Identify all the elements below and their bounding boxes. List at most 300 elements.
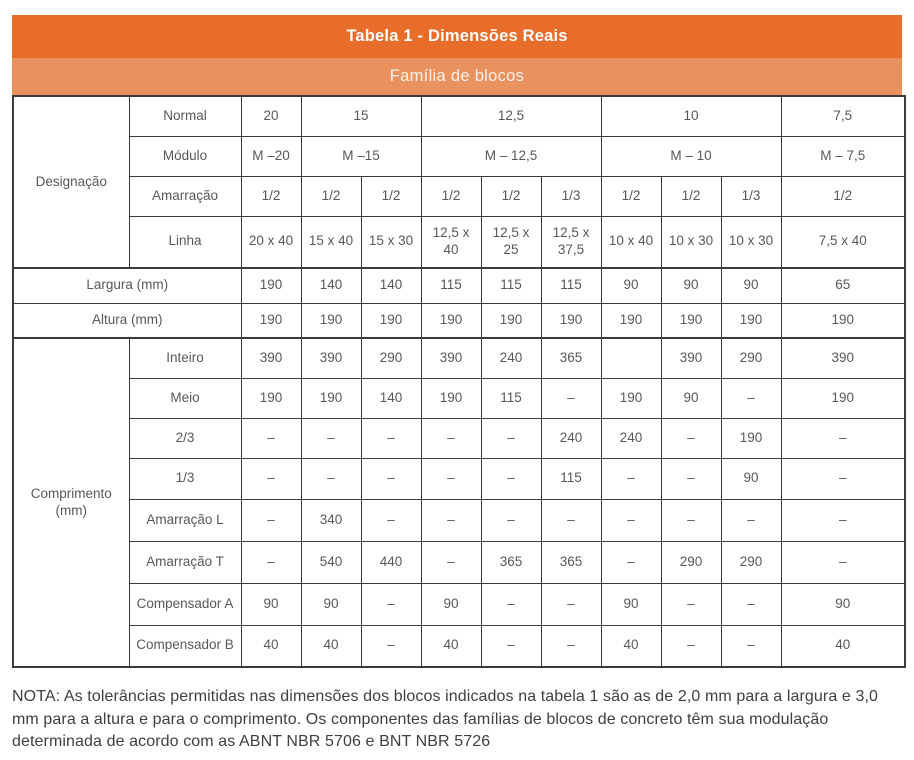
table-cell-text: 390 — [679, 349, 703, 365]
note-text: NOTA: As tolerâncias permitidas nas dimensões dos blocos indicados na tabela 1 são as de 2,0 mm para a largura e 3,0 mm para a altura e para o comprimento. Os componentes das famílias de blocos de concreto têm sua modulação determinada de acordo com as ABNT NBR 5706 e BNT NBR 5726 — [12, 688, 878, 751]
row-label — [13, 268, 241, 303]
table-cell-text: 190 — [259, 277, 283, 293]
table-cell-text: 240 — [619, 429, 643, 445]
table-cell-text: 290 — [739, 349, 763, 365]
table-cell-text: 10 x 30 — [668, 233, 714, 249]
row-label — [129, 418, 241, 458]
table-cell — [241, 418, 301, 458]
table-cell — [481, 303, 541, 338]
table-cell — [721, 541, 781, 583]
table-cell — [421, 268, 481, 303]
table-cell-text: 90 — [263, 595, 279, 611]
table-cell-text: – — [507, 429, 515, 445]
table-cell-text: 440 — [379, 553, 403, 569]
table-cell — [421, 625, 481, 667]
table-cell — [421, 176, 481, 216]
table-cell-text: – — [387, 470, 395, 486]
table-cell-text: 115 — [560, 470, 582, 486]
table-cell-text: 12,5 x 37,5 — [552, 224, 590, 257]
table-cell — [361, 176, 421, 216]
table-cell-text: 15 x 30 — [368, 233, 414, 249]
table-cell-text: M –15 — [342, 147, 380, 163]
row-label-text: Altura (mm) — [92, 311, 163, 327]
table-cell — [481, 176, 541, 216]
table-cell-text: 1/2 — [833, 187, 853, 203]
table-cell-text: 65 — [835, 277, 851, 293]
table-cell-text: 7,5 — [833, 107, 853, 123]
table-cell — [541, 338, 601, 378]
table-cell — [241, 458, 301, 499]
table-cell-text: 90 — [683, 277, 699, 293]
table-cell — [241, 541, 301, 583]
table-cell-text: – — [747, 637, 755, 653]
table-cell-text: – — [567, 595, 575, 611]
table-cell-text: 190 — [379, 311, 403, 327]
table-cell — [361, 458, 421, 499]
table-cell-text: 90 — [743, 470, 759, 486]
table-cell-text: – — [507, 595, 515, 611]
table-row — [13, 499, 905, 541]
table-cell — [301, 418, 361, 458]
table-cell — [421, 583, 481, 625]
table-cell — [781, 625, 905, 667]
table-row — [13, 96, 905, 136]
table-cell-text: 190 — [831, 311, 855, 327]
table-cell — [481, 499, 541, 541]
table-cell-text: 290 — [739, 553, 763, 569]
table-cell-text: – — [387, 511, 395, 527]
table-cell — [541, 216, 601, 268]
table-cell-text: 140 — [319, 277, 343, 293]
table-cell — [301, 303, 361, 338]
row-label — [129, 176, 241, 216]
table-cell — [781, 583, 905, 625]
table-cell — [601, 303, 661, 338]
table-cell — [481, 338, 541, 378]
table-cell-text: – — [687, 637, 695, 653]
table-cell — [301, 378, 361, 418]
table-cell-text: 140 — [379, 277, 403, 293]
table-cell-text: – — [747, 389, 755, 405]
table-cell-text: 20 — [263, 107, 279, 123]
table-cell-text: 90 — [835, 595, 851, 611]
table-cell-text: 365 — [559, 553, 583, 569]
table-cell — [361, 418, 421, 458]
table-cell — [661, 268, 721, 303]
table-cell — [781, 96, 905, 136]
table-cell — [421, 541, 481, 583]
table-cell — [361, 583, 421, 625]
table-cell-text: – — [838, 553, 847, 569]
table-cell — [541, 176, 601, 216]
table-title-bar — [12, 15, 902, 58]
table-cell-text: 15 x 40 — [308, 233, 354, 249]
row-label-text: Linha — [168, 233, 202, 249]
table-cell-text: 115 — [560, 277, 582, 293]
table-cell — [661, 418, 721, 458]
group-label-text: Designação — [35, 173, 107, 189]
row-label — [129, 499, 241, 541]
table-cell — [601, 216, 661, 268]
table-cell-text: 12,5 — [497, 107, 525, 123]
table-cell-text: – — [838, 429, 847, 445]
table-cell — [601, 338, 661, 378]
table-cell — [541, 541, 601, 583]
table-cell-text: – — [387, 595, 395, 611]
table-cell-text: 12,5 x 40 — [432, 224, 470, 257]
table-cell — [601, 583, 661, 625]
table-cell — [481, 268, 541, 303]
table-cell — [301, 176, 361, 216]
table-title: Tabela 1 - Dimensões Reais — [346, 27, 568, 45]
group-label — [13, 338, 129, 667]
table-cell — [661, 583, 721, 625]
table-cell-text: – — [687, 511, 695, 527]
row-label-text: Módulo — [162, 147, 208, 163]
table-cell-text: 190 — [499, 311, 523, 327]
table-cell — [481, 216, 541, 268]
table-cell-text: 40 — [835, 637, 851, 653]
table-cell-text: 1/2 — [621, 187, 641, 203]
table-cell — [421, 136, 601, 176]
table-cell — [721, 458, 781, 499]
table-cell-text: 240 — [499, 349, 523, 365]
table-cell — [541, 268, 601, 303]
table-cell-text: 190 — [559, 311, 583, 327]
table-cell — [241, 216, 301, 268]
table-cell — [781, 378, 905, 418]
table-cell — [241, 625, 301, 667]
table-cell-text: – — [627, 553, 635, 569]
table-cell — [721, 625, 781, 667]
table-cell-text: – — [447, 429, 455, 445]
table-cell-text: 10 x 40 — [608, 233, 654, 249]
row-label-text: Inteiro — [166, 349, 204, 365]
table-cell-text: 190 — [259, 389, 283, 405]
table-cell-text: 10 — [683, 107, 699, 123]
table-subtitle: Família de blocos — [389, 67, 525, 85]
table-cell-text: 540 — [319, 553, 343, 569]
table-cell — [241, 338, 301, 378]
table-cell — [361, 268, 421, 303]
row-label — [129, 378, 241, 418]
table-cell — [361, 378, 421, 418]
table-cell-text: 90 — [623, 277, 639, 293]
table-cell — [481, 378, 541, 418]
table-cell-text: M – 10 — [670, 147, 712, 163]
table-cell-text: 290 — [679, 553, 703, 569]
table-row — [13, 176, 905, 216]
table-cell — [421, 303, 481, 338]
table-cell — [781, 176, 905, 216]
table-cell — [781, 458, 905, 499]
table-cell — [301, 96, 421, 136]
table-cell — [301, 268, 361, 303]
table-cell — [781, 136, 905, 176]
table-cell — [541, 625, 601, 667]
table-row — [13, 458, 905, 499]
table-cell-text: – — [267, 511, 275, 527]
table-cell — [361, 338, 421, 378]
table-cell-text: – — [567, 511, 575, 527]
table-cell-text: 1/2 — [261, 187, 281, 203]
table-cell — [661, 378, 721, 418]
table-cell-text: – — [687, 429, 695, 445]
table-cell-text: – — [267, 470, 275, 486]
table-cell — [301, 541, 361, 583]
table-cell — [301, 625, 361, 667]
table-cell — [721, 338, 781, 378]
table-cell-text: 390 — [259, 349, 283, 365]
table-cell — [481, 541, 541, 583]
table-cell — [601, 458, 661, 499]
row-label — [129, 96, 241, 136]
row-label — [129, 216, 241, 268]
table-cell-text: – — [747, 595, 755, 611]
table-subtitle-bar — [12, 58, 902, 95]
table-cell-text: 1/2 — [321, 187, 341, 203]
table-cell-text: M – 12,5 — [484, 147, 538, 163]
table-cell — [421, 338, 481, 378]
table-cell — [481, 418, 541, 458]
table-cell-text: 340 — [319, 511, 343, 527]
table-cell — [601, 499, 661, 541]
table-cell-text: – — [747, 511, 755, 527]
table-cell — [781, 499, 905, 541]
table-cell-text: 15 — [353, 107, 369, 123]
table-cell — [541, 378, 601, 418]
table-cell-text: – — [447, 470, 455, 486]
table-cell — [241, 378, 301, 418]
table-cell-text: 40 — [323, 637, 339, 653]
table-row — [13, 268, 905, 303]
table-row — [13, 625, 905, 667]
row-label — [13, 303, 241, 338]
table-cell — [361, 541, 421, 583]
table-cell-text: 365 — [559, 349, 583, 365]
table-cell-text: M –20 — [252, 147, 290, 163]
table-row — [13, 378, 905, 418]
row-label-text: 1/3 — [175, 470, 195, 486]
table-cell-text: – — [327, 429, 335, 445]
table-cell-text: – — [387, 637, 395, 653]
table-cell — [541, 458, 601, 499]
table-cell — [721, 418, 781, 458]
table-cell — [301, 338, 361, 378]
table-cell-text: M – 7,5 — [820, 147, 866, 163]
table-cell-text: 190 — [259, 311, 283, 327]
row-label-text: Compensador A — [136, 595, 234, 611]
table-cell — [421, 96, 601, 136]
table-cell-text: – — [387, 429, 395, 445]
row-label-text: Compensador B — [136, 637, 234, 653]
table-cell-text: 140 — [379, 389, 403, 405]
table-cell-text: 190 — [739, 311, 763, 327]
table-cell — [241, 136, 301, 176]
table-cell-text: – — [267, 429, 275, 445]
table-cell — [241, 499, 301, 541]
table-cell-text: – — [267, 553, 275, 569]
table-cell — [421, 418, 481, 458]
table-cell-text: 390 — [831, 349, 855, 365]
table-cell-text: 1/3 — [561, 187, 581, 203]
table-cell — [601, 176, 661, 216]
table-cell-text: – — [567, 637, 575, 653]
table-cell-text: 90 — [683, 389, 699, 405]
table-cell-text: 20 x 40 — [248, 233, 294, 249]
table-cell — [601, 96, 781, 136]
table-cell — [361, 216, 421, 268]
row-label-text: 2/3 — [175, 429, 195, 445]
table-cell — [541, 418, 601, 458]
table-row — [13, 338, 905, 378]
table-cell-text: 190 — [679, 311, 703, 327]
table-cell-text: 115 — [440, 277, 462, 293]
table-cell — [481, 583, 541, 625]
table-cell-text: 1/2 — [681, 187, 701, 203]
table-cell-text: 190 — [739, 429, 763, 445]
table-cell — [301, 458, 361, 499]
table-cell — [421, 458, 481, 499]
table-cell-text: – — [447, 511, 455, 527]
table-row — [13, 303, 905, 338]
table-cell — [601, 625, 661, 667]
row-label-text: Largura (mm) — [86, 277, 169, 293]
table-cell — [661, 625, 721, 667]
table-cell — [781, 338, 905, 378]
table-cell-text: 240 — [559, 429, 583, 445]
table-cell — [481, 458, 541, 499]
table-cell — [661, 499, 721, 541]
row-label — [129, 458, 241, 499]
table-cell — [781, 303, 905, 338]
dimensions-table — [12, 95, 906, 668]
table-cell-text: – — [567, 389, 575, 405]
table-cell — [361, 303, 421, 338]
table-cell — [301, 499, 361, 541]
row-label-text: Normal — [163, 107, 207, 123]
table-cell — [781, 541, 905, 583]
table-cell — [361, 499, 421, 541]
table-cell — [301, 583, 361, 625]
table-cell — [721, 176, 781, 216]
table-cell-text: 365 — [499, 553, 523, 569]
table-cell — [421, 378, 481, 418]
table-cell — [721, 216, 781, 268]
table-cell — [721, 378, 781, 418]
table-cell-text: 90 — [443, 595, 459, 611]
table-cell — [541, 303, 601, 338]
table-cell — [661, 541, 721, 583]
table-cell-text: – — [507, 511, 515, 527]
table-cell-text: 90 — [323, 595, 339, 611]
table-row — [13, 541, 905, 583]
table-cell — [241, 176, 301, 216]
table-cell-text: 10 x 30 — [728, 233, 774, 249]
table-cell-text: 40 — [263, 637, 279, 653]
table-cell-text: – — [687, 595, 695, 611]
table-cell-text: 390 — [439, 349, 463, 365]
table-cell — [421, 499, 481, 541]
row-label-text: Amarração T — [146, 553, 224, 569]
table-cell-text: – — [838, 511, 847, 527]
table-cell — [721, 499, 781, 541]
table-cell — [241, 583, 301, 625]
table-cell-text: – — [447, 553, 455, 569]
table-cell-text: 90 — [623, 595, 639, 611]
table-row — [13, 216, 905, 268]
table-cell-text: 40 — [443, 637, 459, 653]
table-cell — [661, 216, 721, 268]
table-cell — [241, 303, 301, 338]
table-cell-text: – — [838, 470, 847, 486]
table-cell — [781, 418, 905, 458]
table-cell — [781, 268, 905, 303]
table-cell-text: 90 — [743, 277, 759, 293]
table-row — [13, 583, 905, 625]
table-cell-text: 115 — [500, 389, 522, 405]
table-cell — [541, 583, 601, 625]
table-cell-text: – — [627, 470, 635, 486]
table-cell-text: 1/3 — [741, 187, 761, 203]
table-cell — [601, 541, 661, 583]
row-label — [129, 625, 241, 667]
table-cell-text: 1/2 — [501, 187, 521, 203]
table-cell — [661, 176, 721, 216]
table-cell-text: – — [507, 470, 515, 486]
table-cell — [601, 418, 661, 458]
table-cell — [721, 268, 781, 303]
table-cell-text: 290 — [379, 349, 403, 365]
table-cell-text: 115 — [500, 277, 522, 293]
row-label — [129, 338, 241, 378]
table-cell-text: – — [507, 637, 515, 653]
row-label-text: Meio — [170, 389, 200, 405]
table-cell — [241, 96, 301, 136]
row-label — [129, 541, 241, 583]
table-cell — [241, 268, 301, 303]
table-cell — [421, 216, 481, 268]
table-cell — [661, 303, 721, 338]
table-cell — [301, 136, 421, 176]
table-cell — [661, 338, 721, 378]
table-cell-text: 190 — [439, 389, 463, 405]
table-cell-text: 390 — [319, 349, 343, 365]
table-cell — [781, 216, 905, 268]
table-cell — [361, 625, 421, 667]
table-cell-text: – — [327, 470, 335, 486]
row-label — [129, 583, 241, 625]
table-row — [13, 136, 905, 176]
table-cell-text: 1/2 — [441, 187, 461, 203]
table-cell-text: 40 — [623, 637, 639, 653]
table-cell-text: 1/2 — [381, 187, 401, 203]
row-label-text: Amarração — [151, 187, 219, 203]
table-cell — [301, 216, 361, 268]
table-cell-text: 190 — [619, 389, 643, 405]
table-cell-text: 190 — [319, 311, 343, 327]
table-cell — [721, 303, 781, 338]
table-cell-text: 190 — [831, 389, 855, 405]
table-cell-text: – — [627, 511, 635, 527]
group-label-text: Comprimento (mm) — [30, 485, 112, 518]
table-cell — [601, 136, 781, 176]
table-cell-text: – — [687, 470, 695, 486]
row-label-text: Amarração L — [146, 511, 224, 527]
table-cell — [541, 499, 601, 541]
group-label — [13, 96, 129, 268]
table-cell — [481, 625, 541, 667]
